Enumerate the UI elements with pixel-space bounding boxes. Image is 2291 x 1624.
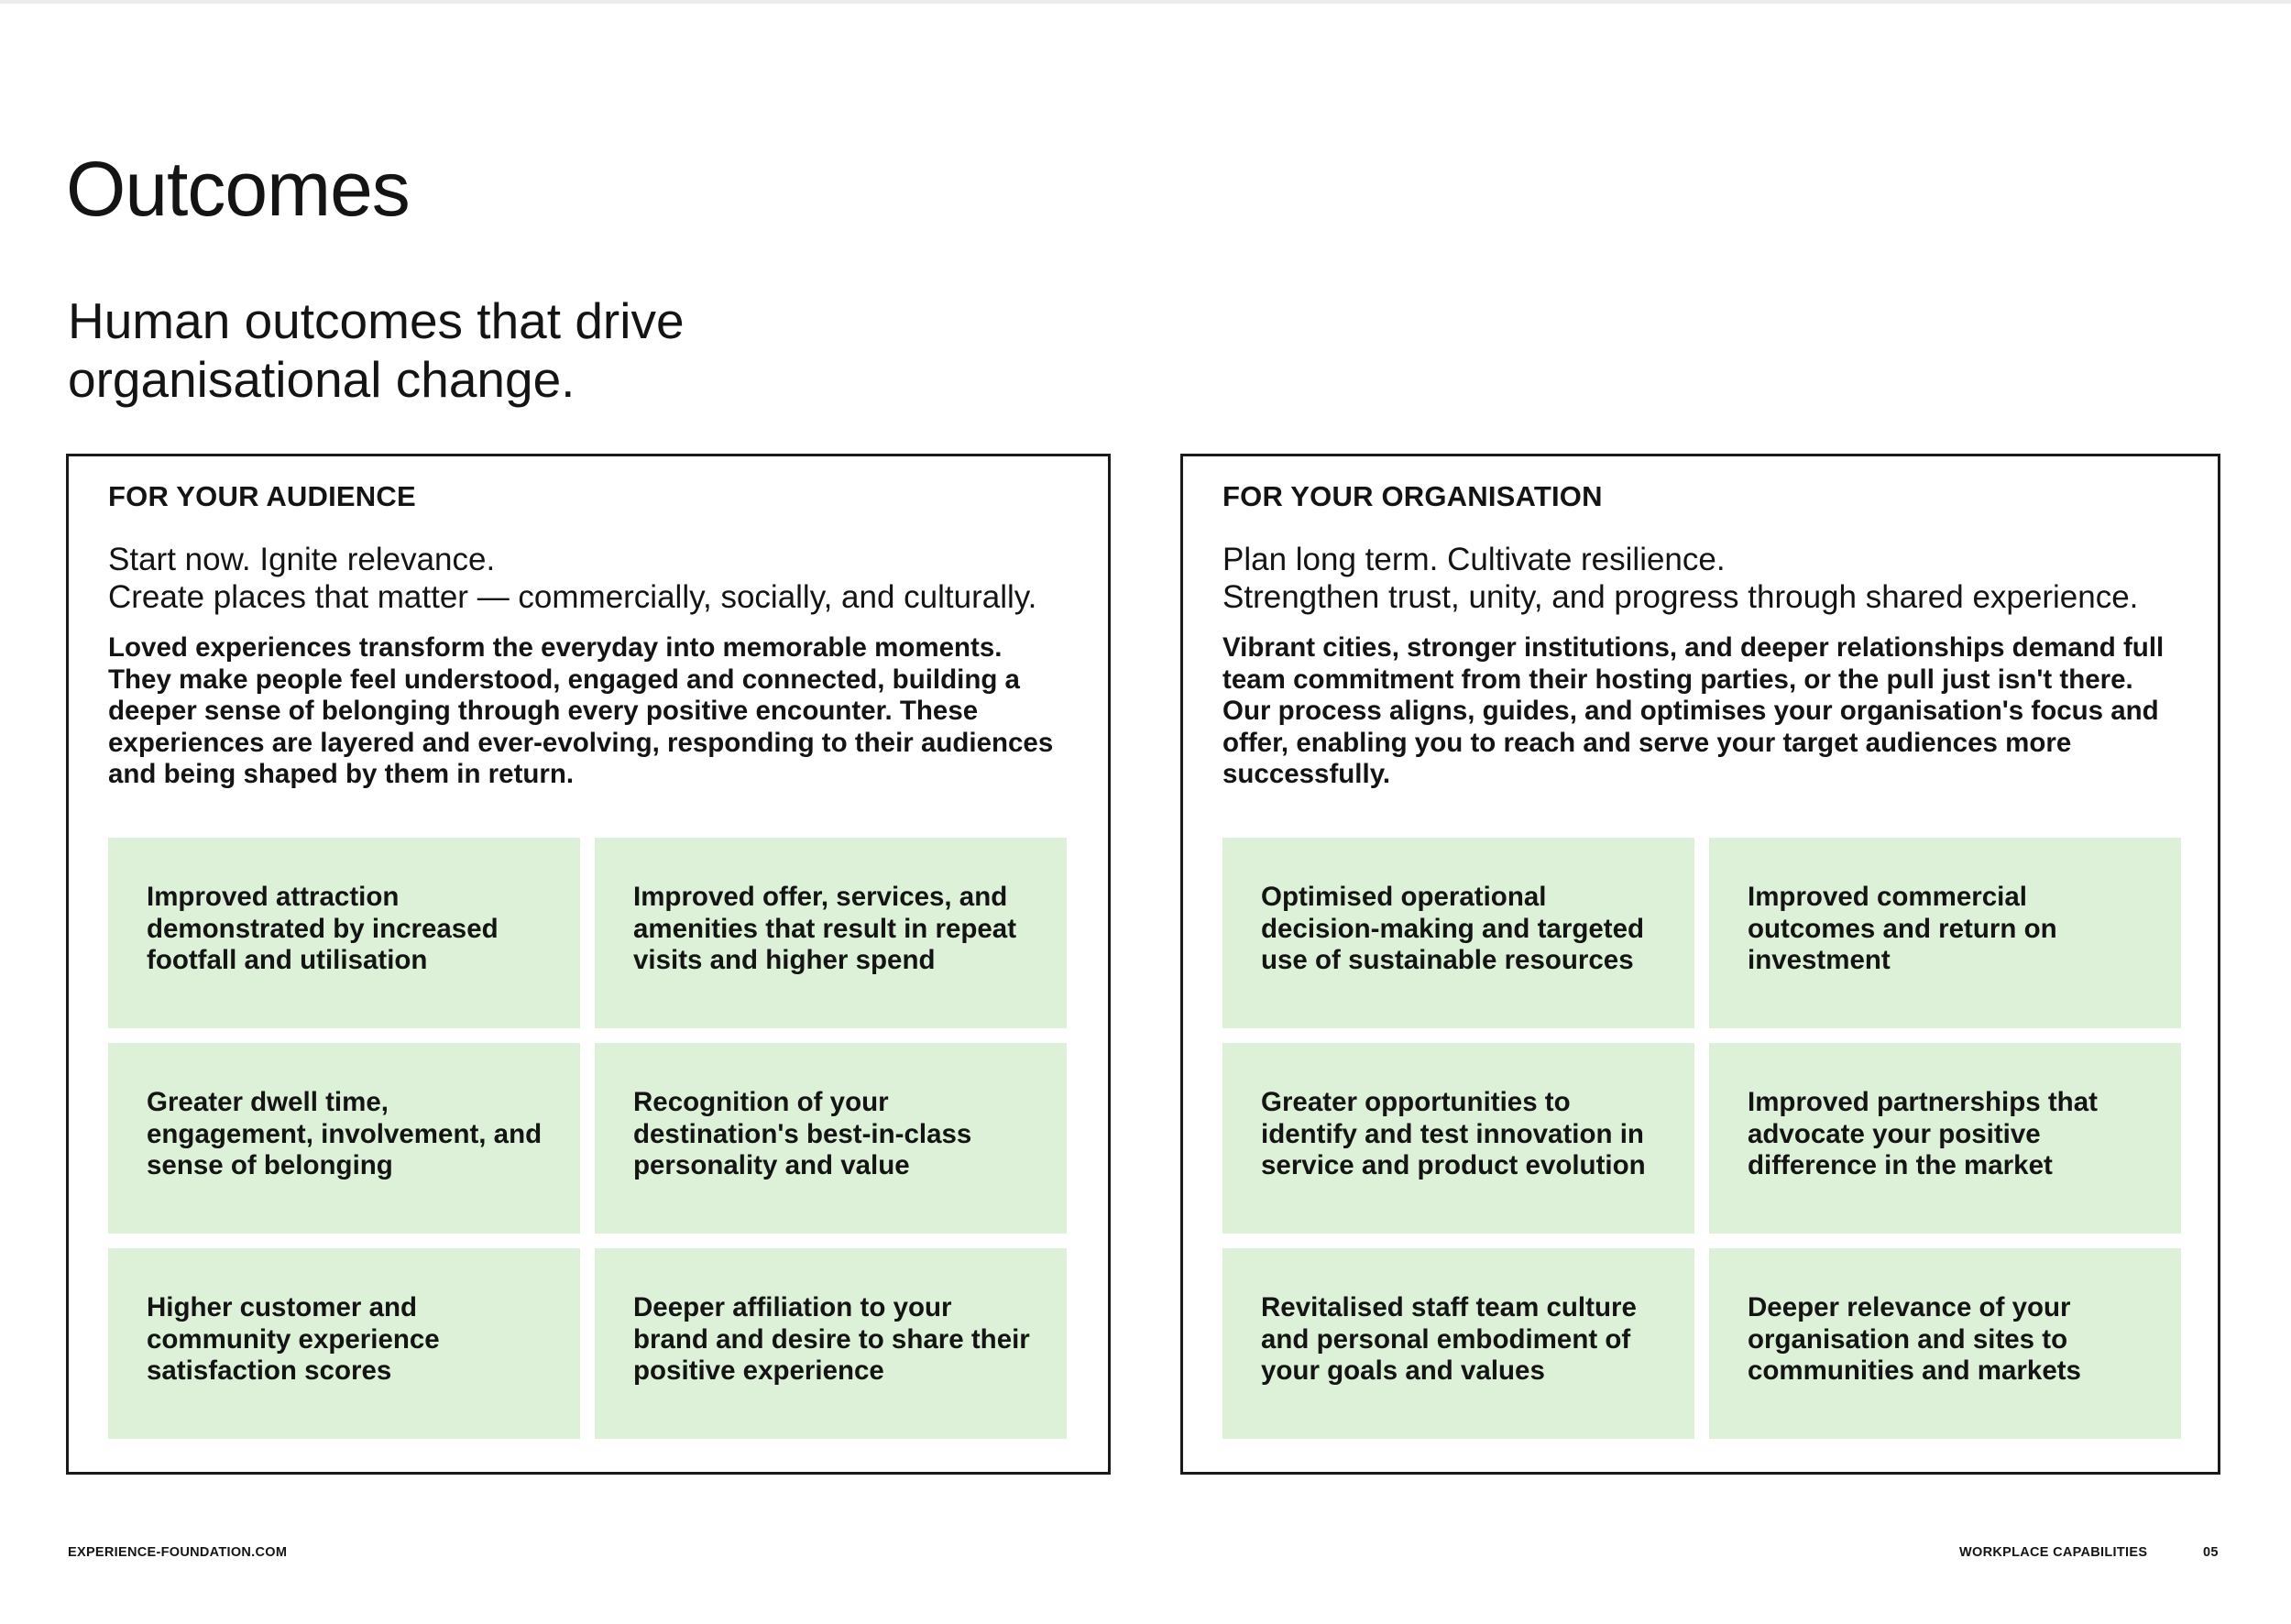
organisation-lead-line: Strengthen trust, unity, and progress through shared experience. [1222, 579, 2139, 615]
audience-lead-line: Start now. Ignite relevance. [108, 542, 496, 577]
audience-body: Loved experiences transform the everyday into memorable moments. They make people feel understood, engaged and connected, building a deeper sense of belonging through every positive encounter. These experiences are layered and ever-evolving, responding to their audiences and being shaped by them in return. [108, 632, 1054, 789]
outcome-card: Greater dwell time, engagement, involvement, and sense of belonging [108, 1043, 580, 1234]
top-divider [0, 0, 2291, 4]
organisation-body: Vibrant cities, stronger institutions, and deeper relationships demand full team commitment from their hosting parties, or the pull just isn't there. Our process aligns, guides, and optimises your organisation's focus and offer, enabling you to reach and serve your target audiences more successfully. [1222, 632, 2165, 789]
page-number: 05 [2203, 1545, 2219, 1560]
outcome-card: Recognition of your destination's best-in-class personality and value [595, 1043, 1067, 1234]
outcome-card: Higher customer and community experience satisfaction scores [108, 1248, 580, 1439]
outcome-card: Improved attraction demonstrated by increased footfall and utilisation [108, 838, 580, 1028]
subtitle-line: organisational change. [68, 351, 575, 408]
subtitle-line: Human outcomes that drive [68, 292, 685, 349]
audience-lead [108, 541, 1080, 616]
outcome-card: Improved partnerships that advocate your positive difference in the market [1709, 1043, 2181, 1234]
organisation-outcomes-grid [1222, 838, 2181, 1439]
outcome-card: Improved commercial outcomes and return on investment [1709, 838, 2181, 1028]
outcome-card: Greater opportunities to identify and test innovation in service and product evolution [1222, 1043, 1694, 1234]
outcome-card: Revitalised staff team culture and personal embodiment of your goals and values [1222, 1248, 1694, 1439]
outcome-card: Optimised operational decision-making and targeted use of sustainable resources [1222, 838, 1694, 1028]
outcome-card: Deeper relevance of your organisation and sites to communities and markets [1709, 1248, 2181, 1439]
organisation-lead-line: Plan long term. Cultivate resilience. [1222, 542, 1726, 577]
audience-panel [66, 454, 1111, 1475]
organisation-panel [1180, 454, 2220, 1475]
outcome-card: Improved offer, services, and amenities that result in repeat visits and higher spend [595, 838, 1067, 1028]
outcome-card: Deeper affiliation to your brand and desire to share their positive experience [595, 1248, 1067, 1439]
page-title: Outcomes [66, 146, 410, 232]
footer-site-link[interactable]: EXPERIENCE-FOUNDATION.COM [68, 1545, 288, 1560]
audience-lead-line: Create places that matter — commercially, socially, and culturally. [108, 579, 1037, 615]
page-subtitle [68, 291, 893, 409]
organisation-lead [1222, 541, 2194, 616]
audience-panel-label: FOR YOUR AUDIENCE [108, 480, 416, 512]
organisation-panel-label: FOR YOUR ORGANISATION [1222, 480, 1603, 512]
audience-outcomes-grid [108, 838, 1067, 1439]
footer-section-title: WORKPLACE CAPABILITIES [1959, 1545, 2148, 1560]
